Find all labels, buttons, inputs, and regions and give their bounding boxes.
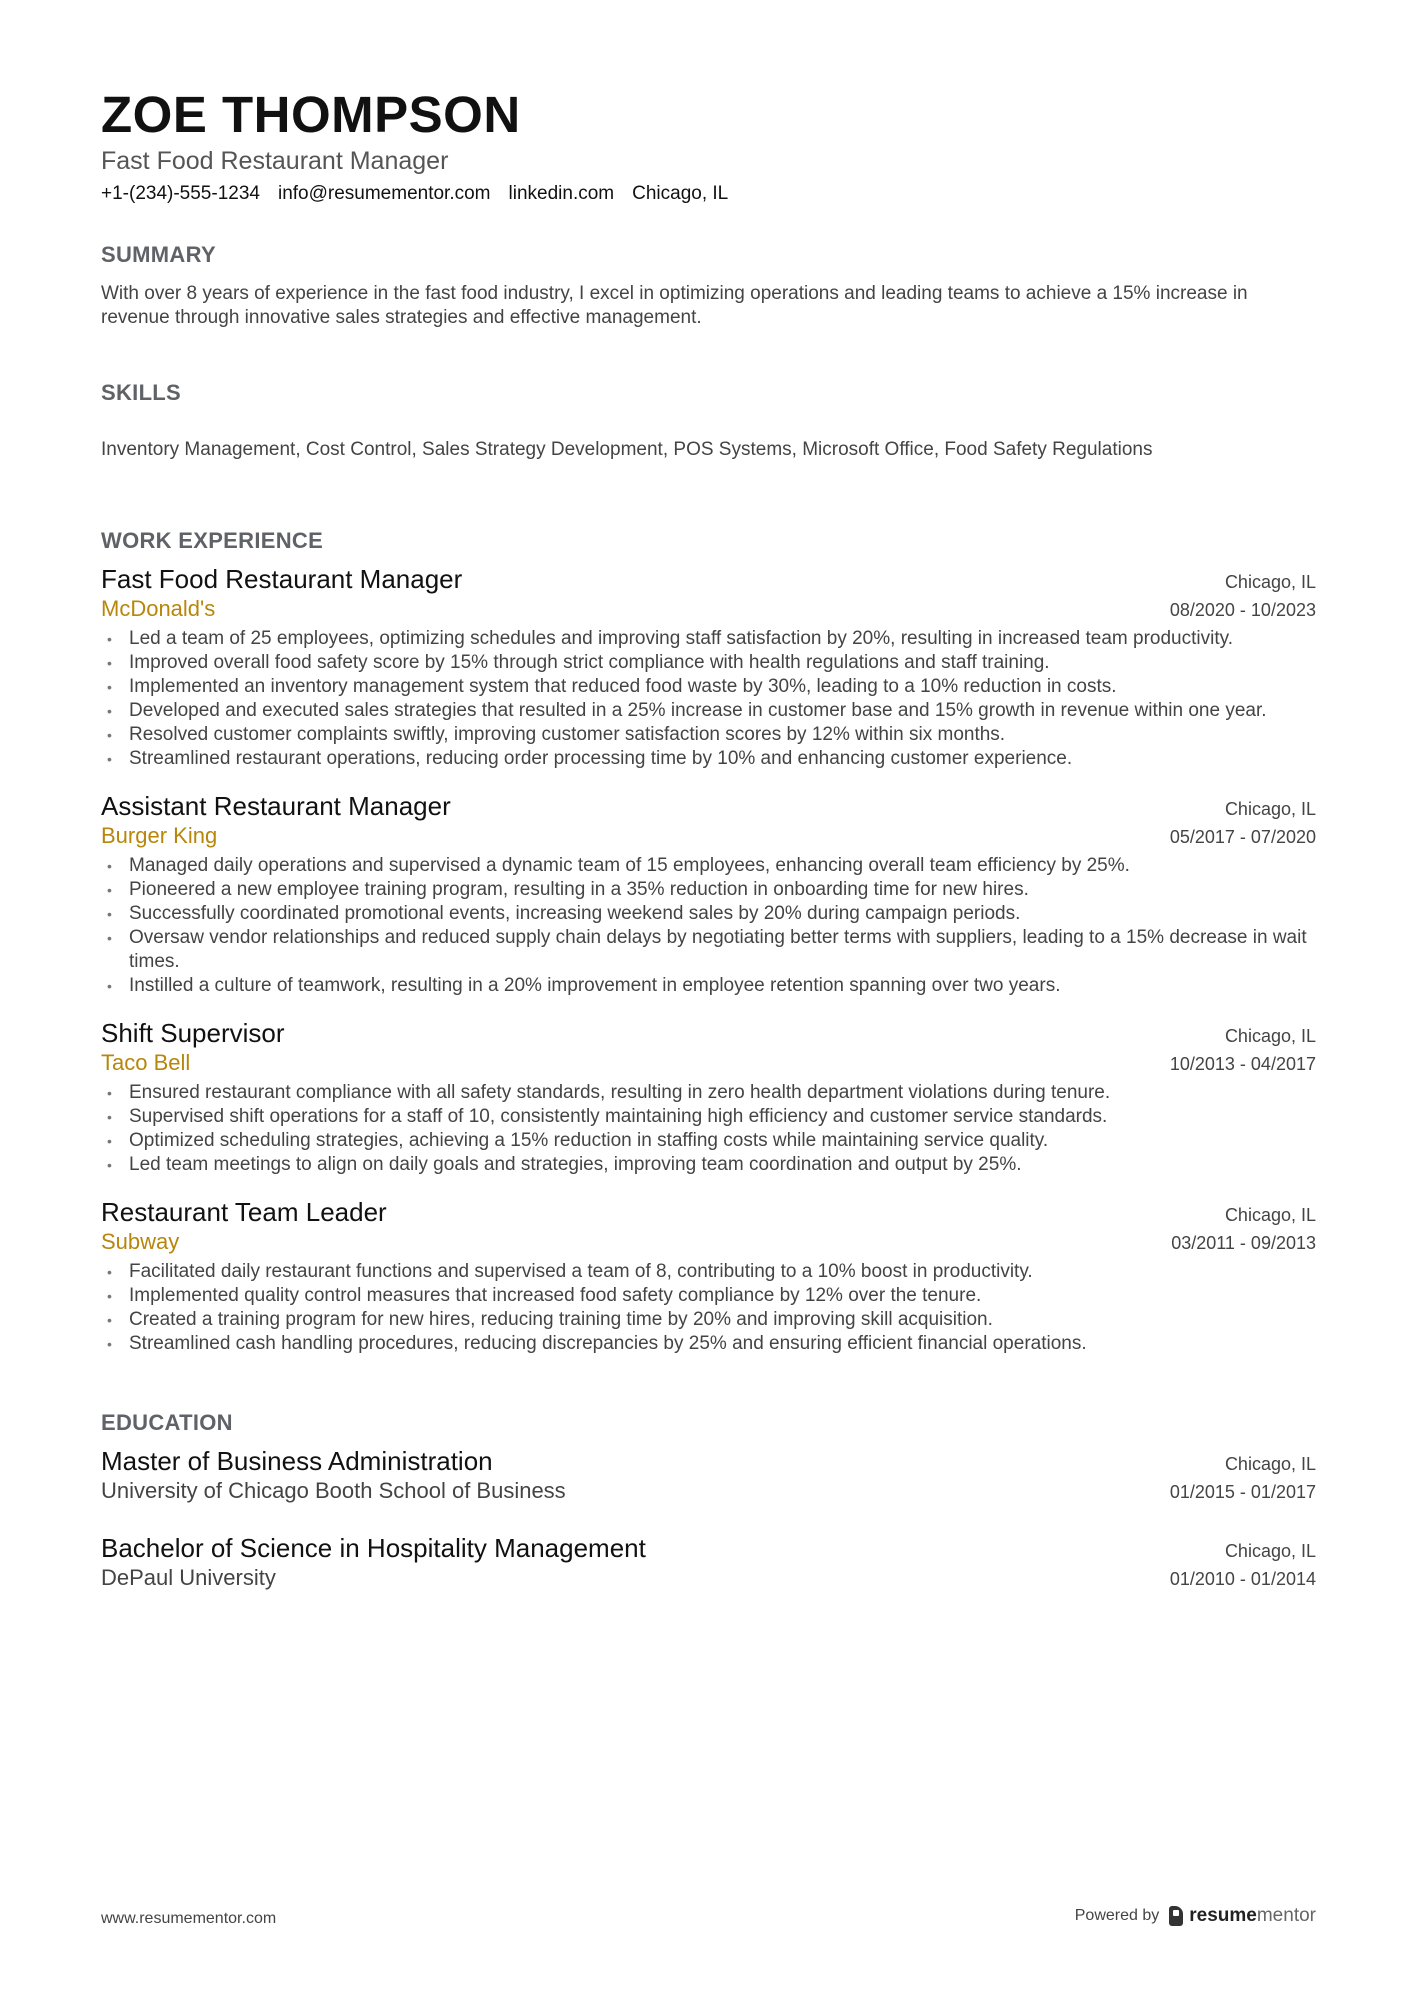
job-title: Shift Supervisor (101, 1018, 285, 1048)
job-dates: 03/2011 - 09/2013 (1171, 1233, 1316, 1253)
degree-title: Bachelor of Science in Hospitality Management (101, 1533, 646, 1563)
education-location: Chicago, IL (1224, 1541, 1316, 1561)
list-item: • Resolved customer complaints swiftly, improving customer satisfaction scores by 12% within six months. (107, 724, 1006, 745)
list-item: • Streamlined restaurant operations, reducing order processing time by 10% and enhancing customer experience. (107, 748, 1073, 769)
contact-row (101, 182, 1316, 206)
summary-text: With over 8 years of experience in the fast food industry, I excel in optimizing operations and leading teams to achieve a 15% increase in revenue through innovative sales strategies and effective management. (101, 283, 1248, 328)
education-entry (101, 1533, 1316, 1592)
list-item: • Optimized scheduling strategies, achieving a 15% reduction in staffing costs while maintaining service quality. (107, 1130, 1049, 1151)
list-item: • Implemented an inventory management system that reduced food waste by 30%, leading to a 10% reduction in costs. (107, 676, 1117, 697)
job-title: Restaurant Team Leader (101, 1197, 387, 1227)
job-dates: 05/2017 - 07/2020 (1169, 827, 1316, 847)
job-location: Chicago, IL (1224, 572, 1316, 592)
contact-email: info@resumementor.com (277, 183, 491, 204)
list-item: • Led a team of 25 employees, optimizing schedules and improving staff satisfaction by 20%, resulting in increased team productivity. (107, 628, 1233, 649)
job-location: Chicago, IL (1224, 1205, 1316, 1225)
summary-heading: SUMMARY (101, 242, 216, 267)
job-bullets (101, 854, 1316, 998)
job-entry (101, 1018, 1316, 1177)
education-heading: EDUCATION (101, 1410, 233, 1435)
list-item: • Improved overall food safety score by 15% through strict compliance with health regulations and staff training. (107, 652, 1050, 673)
experience-heading: WORK EXPERIENCE (101, 528, 324, 553)
footer-website[interactable]: www.resumementor.com (101, 1910, 277, 1927)
job-bullets (101, 1081, 1316, 1177)
job-dates: 08/2020 - 10/2023 (1169, 600, 1316, 620)
list-item: • Created a training program for new hires, reducing training time by 20% and improving skill acquisition. (107, 1309, 993, 1330)
resume-page (101, 86, 1316, 1592)
list-item: • Oversaw vendor relationships and reduced supply chain delays by negotiating better terms with suppliers, leading to a 15% decrease in wait times. (107, 927, 1307, 972)
contact-phone: +1-(234)-555-1234 (101, 183, 260, 204)
list-item: • Instilled a culture of teamwork, resulting in a 20% improvement in employee retention spanning over two years. (107, 975, 1061, 996)
footer-powered (1075, 1905, 1316, 1927)
list-item: • Streamlined cash handling procedures, reducing discrepancies by 25% and ensuring efficient financial operations. (107, 1333, 1087, 1354)
candidate-title: Fast Food Restaurant Manager (101, 147, 449, 175)
skills-heading: SKILLS (101, 380, 182, 405)
job-company: Burger King (101, 823, 218, 848)
brand-light: mentor (1256, 1905, 1316, 1926)
education-location: Chicago, IL (1224, 1454, 1316, 1474)
job-title: Fast Food Restaurant Manager (101, 564, 463, 594)
contact-linkedin: linkedin.com (508, 183, 615, 204)
list-item: • Managed daily operations and supervised a dynamic team of 15 employees, enhancing overall team efficiency by 25%. (107, 855, 1130, 876)
list-item: • Developed and executed sales strategies that resulted in a 25% increase in customer base and 15% growth in revenue within one year. (107, 700, 1267, 721)
job-location: Chicago, IL (1224, 799, 1316, 819)
job-company: Taco Bell (101, 1050, 191, 1075)
job-bullets (101, 1260, 1316, 1356)
job-location: Chicago, IL (1224, 1026, 1316, 1046)
job-title: Assistant Restaurant Manager (101, 791, 451, 821)
education-dates: 01/2015 - 01/2017 (1169, 1482, 1316, 1502)
job-bullets (101, 627, 1316, 771)
job-entry (101, 791, 1316, 998)
job-company: Subway (101, 1229, 180, 1254)
brand-logo[interactable] (1169, 1905, 1316, 1927)
brand-mark-icon (1169, 1906, 1183, 1926)
job-entry (101, 1197, 1316, 1356)
brand-bold: resume (1189, 1905, 1257, 1926)
list-item: • Facilitated daily restaurant functions and supervised a team of 8, contributing to a 10% boost in productivity. (107, 1261, 1033, 1282)
list-item: • Ensured restaurant compliance with all safety standards, resulting in zero health department violations during tenure. (107, 1082, 1111, 1103)
job-dates: 10/2013 - 04/2017 (1169, 1054, 1316, 1074)
powered-by-label: Powered by (1074, 1907, 1160, 1924)
education-entry (101, 1446, 1316, 1505)
list-item: • Implemented quality control measures that increased food safety compliance by 12% over the tenure. (107, 1285, 982, 1306)
school-name: University of Chicago Booth School of Business (101, 1478, 566, 1503)
job-company: McDonald's (101, 596, 216, 621)
candidate-name: ZOE THOMPSON (101, 86, 521, 143)
list-item: • Successfully coordinated promotional events, increasing weekend sales by 20% during campaign periods. (107, 903, 1021, 924)
contact-location: Chicago, IL (632, 183, 729, 204)
school-name: DePaul University (101, 1565, 276, 1590)
skills-text: Inventory Management, Cost Control, Sales Strategy Development, POS Systems, Microsoft Office, Food Safety Regulations (101, 439, 1153, 460)
list-item: • Led team meetings to align on daily goals and strategies, improving team coordination and output by 25%. (107, 1154, 1022, 1175)
education-dates: 01/2010 - 01/2014 (1169, 1569, 1316, 1589)
list-item: • Supervised shift operations for a staff of 10, consistently maintaining high efficiency and customer service standards. (107, 1106, 1108, 1127)
job-entry (101, 564, 1316, 771)
degree-title: Master of Business Administration (101, 1446, 493, 1476)
list-item: • Pioneered a new employee training program, resulting in a 35% reduction in onboarding time for new hires. (107, 879, 1029, 900)
